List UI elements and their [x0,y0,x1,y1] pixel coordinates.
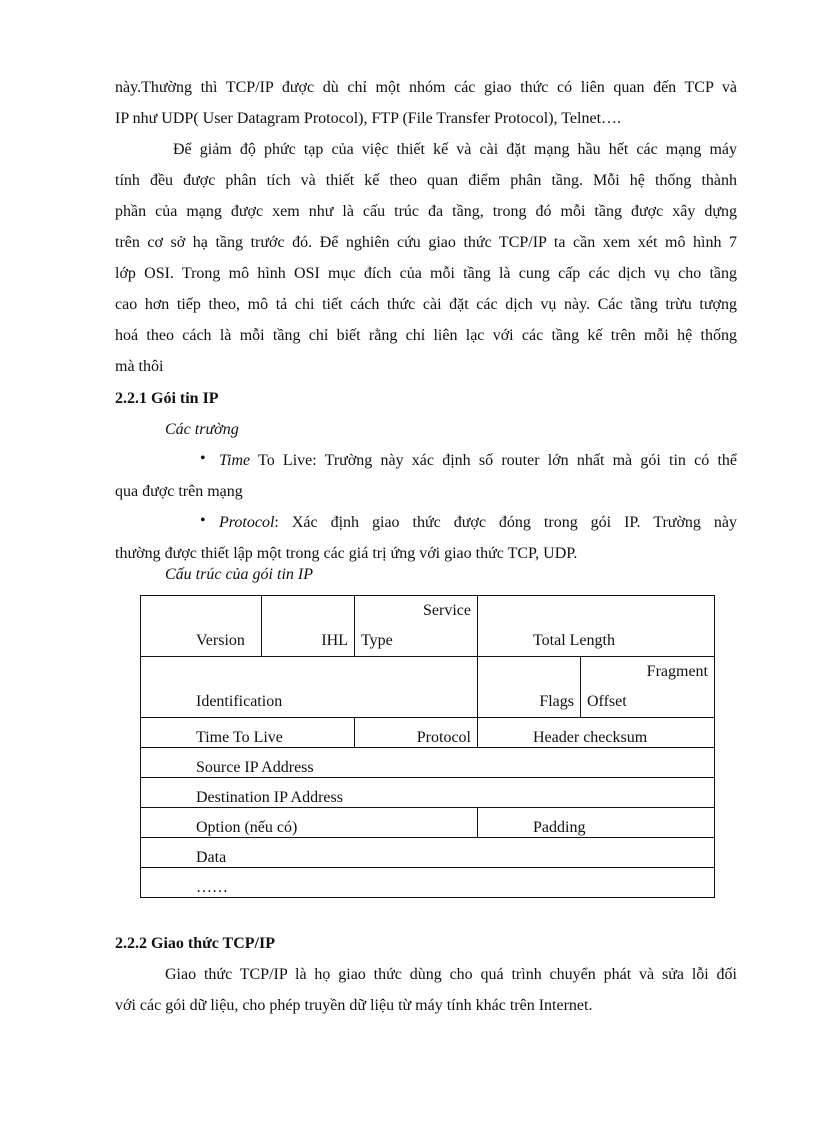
bullet-dot-icon: • [200,450,206,467]
fields-label: Các trường [165,421,239,438]
bullet-protocol-term: Protocol [219,514,275,531]
paragraph-2-line-1: Để giảm độ phức tạp của việc thiết kế và cài đặt mạng hầu hết các mạng máy [173,141,737,158]
cell-total-length: Total Length [478,596,715,657]
paragraph-2-line-6: cao hơn tiếp theo, mô tả chi tiết cách thức cài đặt các dịch vụ này. Các tầng trừu tượng [115,296,737,313]
cell-fragment-offset: Fragment Offset [581,657,715,718]
bullet-time-text: To Live: Trường này xác định số router lớn nhất mà gói tin có thể [250,452,737,469]
ip-header-table [140,595,715,898]
section-2-2-2-line-2: với các gói dữ liệu, cho phép truyền dữ liệu từ máy tính khác trên Internet. [115,997,593,1014]
paragraph-2-line-2: tính đều được phân tích và thiết kế theo quan điểm phân tầng. Mỗi hệ thống thành [115,172,737,189]
table-row [141,868,715,898]
cell-source-ip: Source IP Address [141,748,715,778]
table-row [141,748,715,778]
cell-flags: Flags [478,657,581,718]
section-2-2-1-heading: 2.2.1 Gói tin IP [115,390,219,407]
cell-header-checksum: Header checksum [478,718,715,748]
paragraph-1-line-1: này.Thường thì TCP/IP được dù chỉ một nhóm các giao thức có liên quan đến TCP và [115,79,737,96]
cell-padding: Padding [478,808,715,838]
bullet-protocol-continuation: thường được thiết lập một trong các giá trị ứng với giao thức TCP, UDP. [115,545,578,562]
cell-ellipsis: …… [141,868,715,898]
paragraph-2-line-3: phần của mạng được xem như là cấu trúc đa tầng, trong đó mỗi tầng được xây dựng [115,203,737,220]
cell-service-type: Service Type [355,596,478,657]
section-2-2-2-heading: 2.2.2 Giao thức TCP/IP [115,935,275,952]
bullet-time-term: Time [219,452,251,469]
paragraph-2-line-8: mà thôi [115,358,164,375]
table-row [141,808,715,838]
table-row [141,596,715,657]
paragraph-2-line-5: lớp OSI. Trong mô hình OSI mục đích của mỗi tầng là cung cấp các dịch vụ cho tầng [115,265,737,282]
table-row [141,718,715,748]
bullet-time-to-live [219,451,737,471]
paragraph-2-line-4: trên cơ sở hạ tầng trước đó. Để nghiên cứu giao thức TCP/IP ta cần xem xét mô hình 7 [115,234,737,251]
cell-version: Version [141,596,262,657]
cell-ihl: IHL [262,596,355,657]
cell-option: Option (nếu có) [141,808,478,838]
bullet-time-continuation: qua được trên mạng [115,483,243,500]
section-2-2-2-line-1: Giao thức TCP/IP là họ giao thức dùng cho quá trình chuyển phát và sửa lỗi đối [165,966,737,983]
cell-identification: Identification [141,657,478,718]
cell-destination-ip: Destination IP Address [141,778,715,808]
structure-label: Cấu trúc của gói tin IP [165,566,313,583]
bullet-dot-icon: • [200,512,206,529]
table-row [141,657,715,718]
cell-data: Data [141,838,715,868]
cell-protocol: Protocol [355,718,478,748]
paragraph-1-line-2: IP như UDP( User Datagram Protocol), FTP (File Transfer Protocol), Telnet…. [115,110,622,127]
paragraph-2-line-7: hoá theo cách là mỗi tầng chỉ biết rằng chỉ liên lạc với các tầng kế trên mỗi hệ thống [115,327,737,344]
table-row [141,778,715,808]
bullet-protocol [219,513,737,533]
cell-time-to-live: Time To Live [141,718,355,748]
table-row [141,838,715,868]
bullet-protocol-text: : Xác định giao thức được đóng trong gói IP. Trường này [274,514,737,531]
